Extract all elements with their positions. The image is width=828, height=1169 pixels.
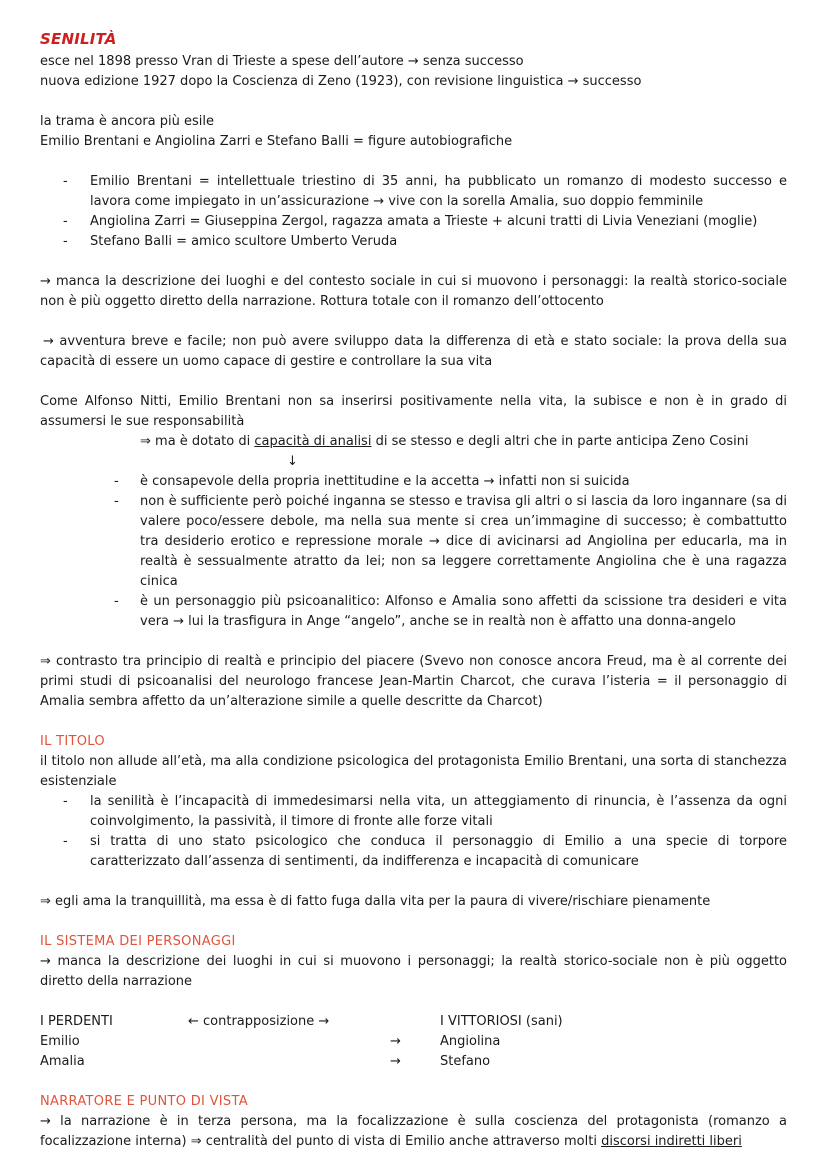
narratore-text: → la narrazione è in terza persona, ma la focalizzazione è sulla coscienza del protagonista (romanzo a focalizzazione interna) ⇒ centralità del punto di vista di Emilio anche attraverso molti bbox=[40, 1114, 787, 1149]
character-emilio: Emilio Brentani = intellettuale triestino di 35 anni, ha pubblicato un romanzo di modesto successo e lavora come impiegato in un’assicurazione → vive con la sorella Amalia, suo doppio femminile bbox=[90, 174, 787, 209]
bullet-dash: - bbox=[63, 834, 68, 849]
intro-line-2: nuova edizione 1927 dopo la Coscienza di Zeno (1923), con revisione linguistica → successo bbox=[40, 74, 642, 89]
character-angiolina: Angiolina Zarri = Giuseppina Zergol, ragazza amata a Trieste + alcuni tratti di Livia Veneziani (moglie) bbox=[90, 214, 758, 229]
down-arrow-icon: ↓ bbox=[287, 454, 298, 469]
paragraph-luoghi: → manca la descrizione dei luoghi e del contesto sociale in cui si muovono i personaggi: la realtà storico-sociale non è più oggetto diretto della narrazione. Rottura totale con il romanzo dell’ottocento bbox=[40, 274, 787, 309]
page-title: SENILITÀ bbox=[40, 30, 117, 48]
table-cell-right: Angiolina bbox=[440, 1034, 501, 1049]
paragraph-alfonso: Come Alfonso Nitti, Emilio Brentani non sa inserirsi positivamente nella vita, la subisce e non è in grado di assumersi le sue responsabilità bbox=[40, 394, 787, 429]
analisi-line bbox=[140, 432, 749, 452]
right-arrow-icon: → bbox=[390, 1054, 401, 1069]
titolo-point-2: si tratta di uno stato psicologico che conduca il personaggio di Emilio a una specie di torpore caratterizzato dall’assenza di sentimenti, da indifferenza e incapacità di comunicare bbox=[90, 834, 787, 869]
analisi-point-3: è un personaggio più psicoanalitico: Alfonso e Amalia sono affetti da scissione tra desideri e vita vera → lui la trasfigura in Ange “angelo”, anche se in realtà non è affatto una donna-angelo bbox=[140, 594, 787, 629]
paragraph-narratore bbox=[40, 1112, 787, 1152]
paragraph-titolo: il titolo non allude all’età, ma alla condizione psicologica del protagonista Emilio Brentani, una sorta di stanchezza esistenziale bbox=[40, 754, 787, 789]
section-heading-sistema: IL SISTEMA DEI PERSONAGGI bbox=[40, 934, 236, 949]
bullet-dash: - bbox=[63, 234, 68, 249]
bullet-dash: - bbox=[63, 214, 68, 229]
analisi-underlined: capacità di analisi bbox=[254, 434, 372, 449]
character-stefano: Stefano Balli = amico scultore Umberto Veruda bbox=[90, 234, 398, 249]
bullet-dash: - bbox=[114, 494, 119, 509]
table-cell-left: Amalia bbox=[40, 1054, 85, 1069]
bullet-dash: - bbox=[63, 174, 68, 189]
table-cell-right: Stefano bbox=[440, 1054, 491, 1069]
table-header-vittoriosi: I VITTORIOSI (sani) bbox=[440, 1014, 563, 1029]
analisi-prefix: ⇒ ma è dotato di bbox=[140, 434, 255, 449]
paragraph-tranquillita: ⇒ egli ama la tranquillità, ma essa è di fatto fuga dalla vita per la paura di vivere/rischiare pienamente bbox=[40, 894, 711, 909]
bullet-dash: - bbox=[114, 594, 119, 609]
intro-line-1: esce nel 1898 presso Vran di Trieste a spese dell’autore → senza successo bbox=[40, 54, 524, 69]
trama-line-2: Emilio Brentani e Angiolina Zarri e Stefano Balli = figure autobiografiche bbox=[40, 134, 513, 149]
table-header-perdenti: I PERDENTI bbox=[40, 1014, 113, 1029]
section-heading-titolo: IL TITOLO bbox=[40, 734, 105, 749]
right-arrow-icon: → bbox=[390, 1034, 401, 1049]
paragraph-sistema: → manca la descrizione dei luoghi in cui si muovono i personaggi; la realtà storico-sociale non è più oggetto diretto della narrazione bbox=[40, 954, 787, 989]
paragraph-contrasto: ⇒ contrasto tra principio di realtà e principio del piacere (Svevo non conosce ancora Freud, ma è al corrente dei primi studi di psicoanalisi del neurologo francese Jean-Martin Charcot, che curava l’isteria = il personaggio di Amalia sembra affetto da un’alterazione simile a quelle descritte da Charcot) bbox=[40, 654, 787, 709]
paragraph-avventura: → avventura breve e facile; non può avere sviluppo data la differenza di età e stato sociale: la prova della sua capacità di essere un uomo capace di gestire e controllare la sua vita bbox=[40, 334, 787, 369]
analisi-point-2: non è sufficiente però poiché inganna se stesso e travisa gli altri o si lascia da loro ingannare (sa di valere poco/essere debole, ma nella sua mente si crea un’immagine di successo; è combattutto tra desiderio erotico e repressione morale → dice di avicinarsi ad Angiolina per educarla, ma in realtà è sessualmente atratto da lei; non sa leggere correttamente Angiolina che è una ragazza cinica bbox=[140, 494, 787, 589]
narratore-underlined: discorsi indiretti liberi bbox=[601, 1134, 742, 1149]
analisi-suffix: di se stesso e degli altri che in parte anticipa Zeno Cosini bbox=[371, 434, 749, 449]
trama-line-1: la trama è ancora più esile bbox=[40, 114, 214, 129]
table-header-contrapposizione: ← contrapposizione → bbox=[188, 1014, 330, 1029]
bullet-dash: - bbox=[114, 474, 119, 489]
table-cell-left: Emilio bbox=[40, 1034, 80, 1049]
section-heading-narratore: NARRATORE E PUNTO DI VISTA bbox=[40, 1094, 248, 1109]
bullet-dash: - bbox=[63, 794, 68, 809]
analisi-point-1: è consapevole della propria inettitudine e la accetta → infatti non si suicida bbox=[140, 474, 630, 489]
titolo-point-1: la senilità è l’incapacità di immedesimarsi nella vita, un atteggiamento di rinuncia, è l’assenza da ogni coinvolgimento, la passività, il timore di fronte alle forze vitali bbox=[90, 794, 787, 829]
